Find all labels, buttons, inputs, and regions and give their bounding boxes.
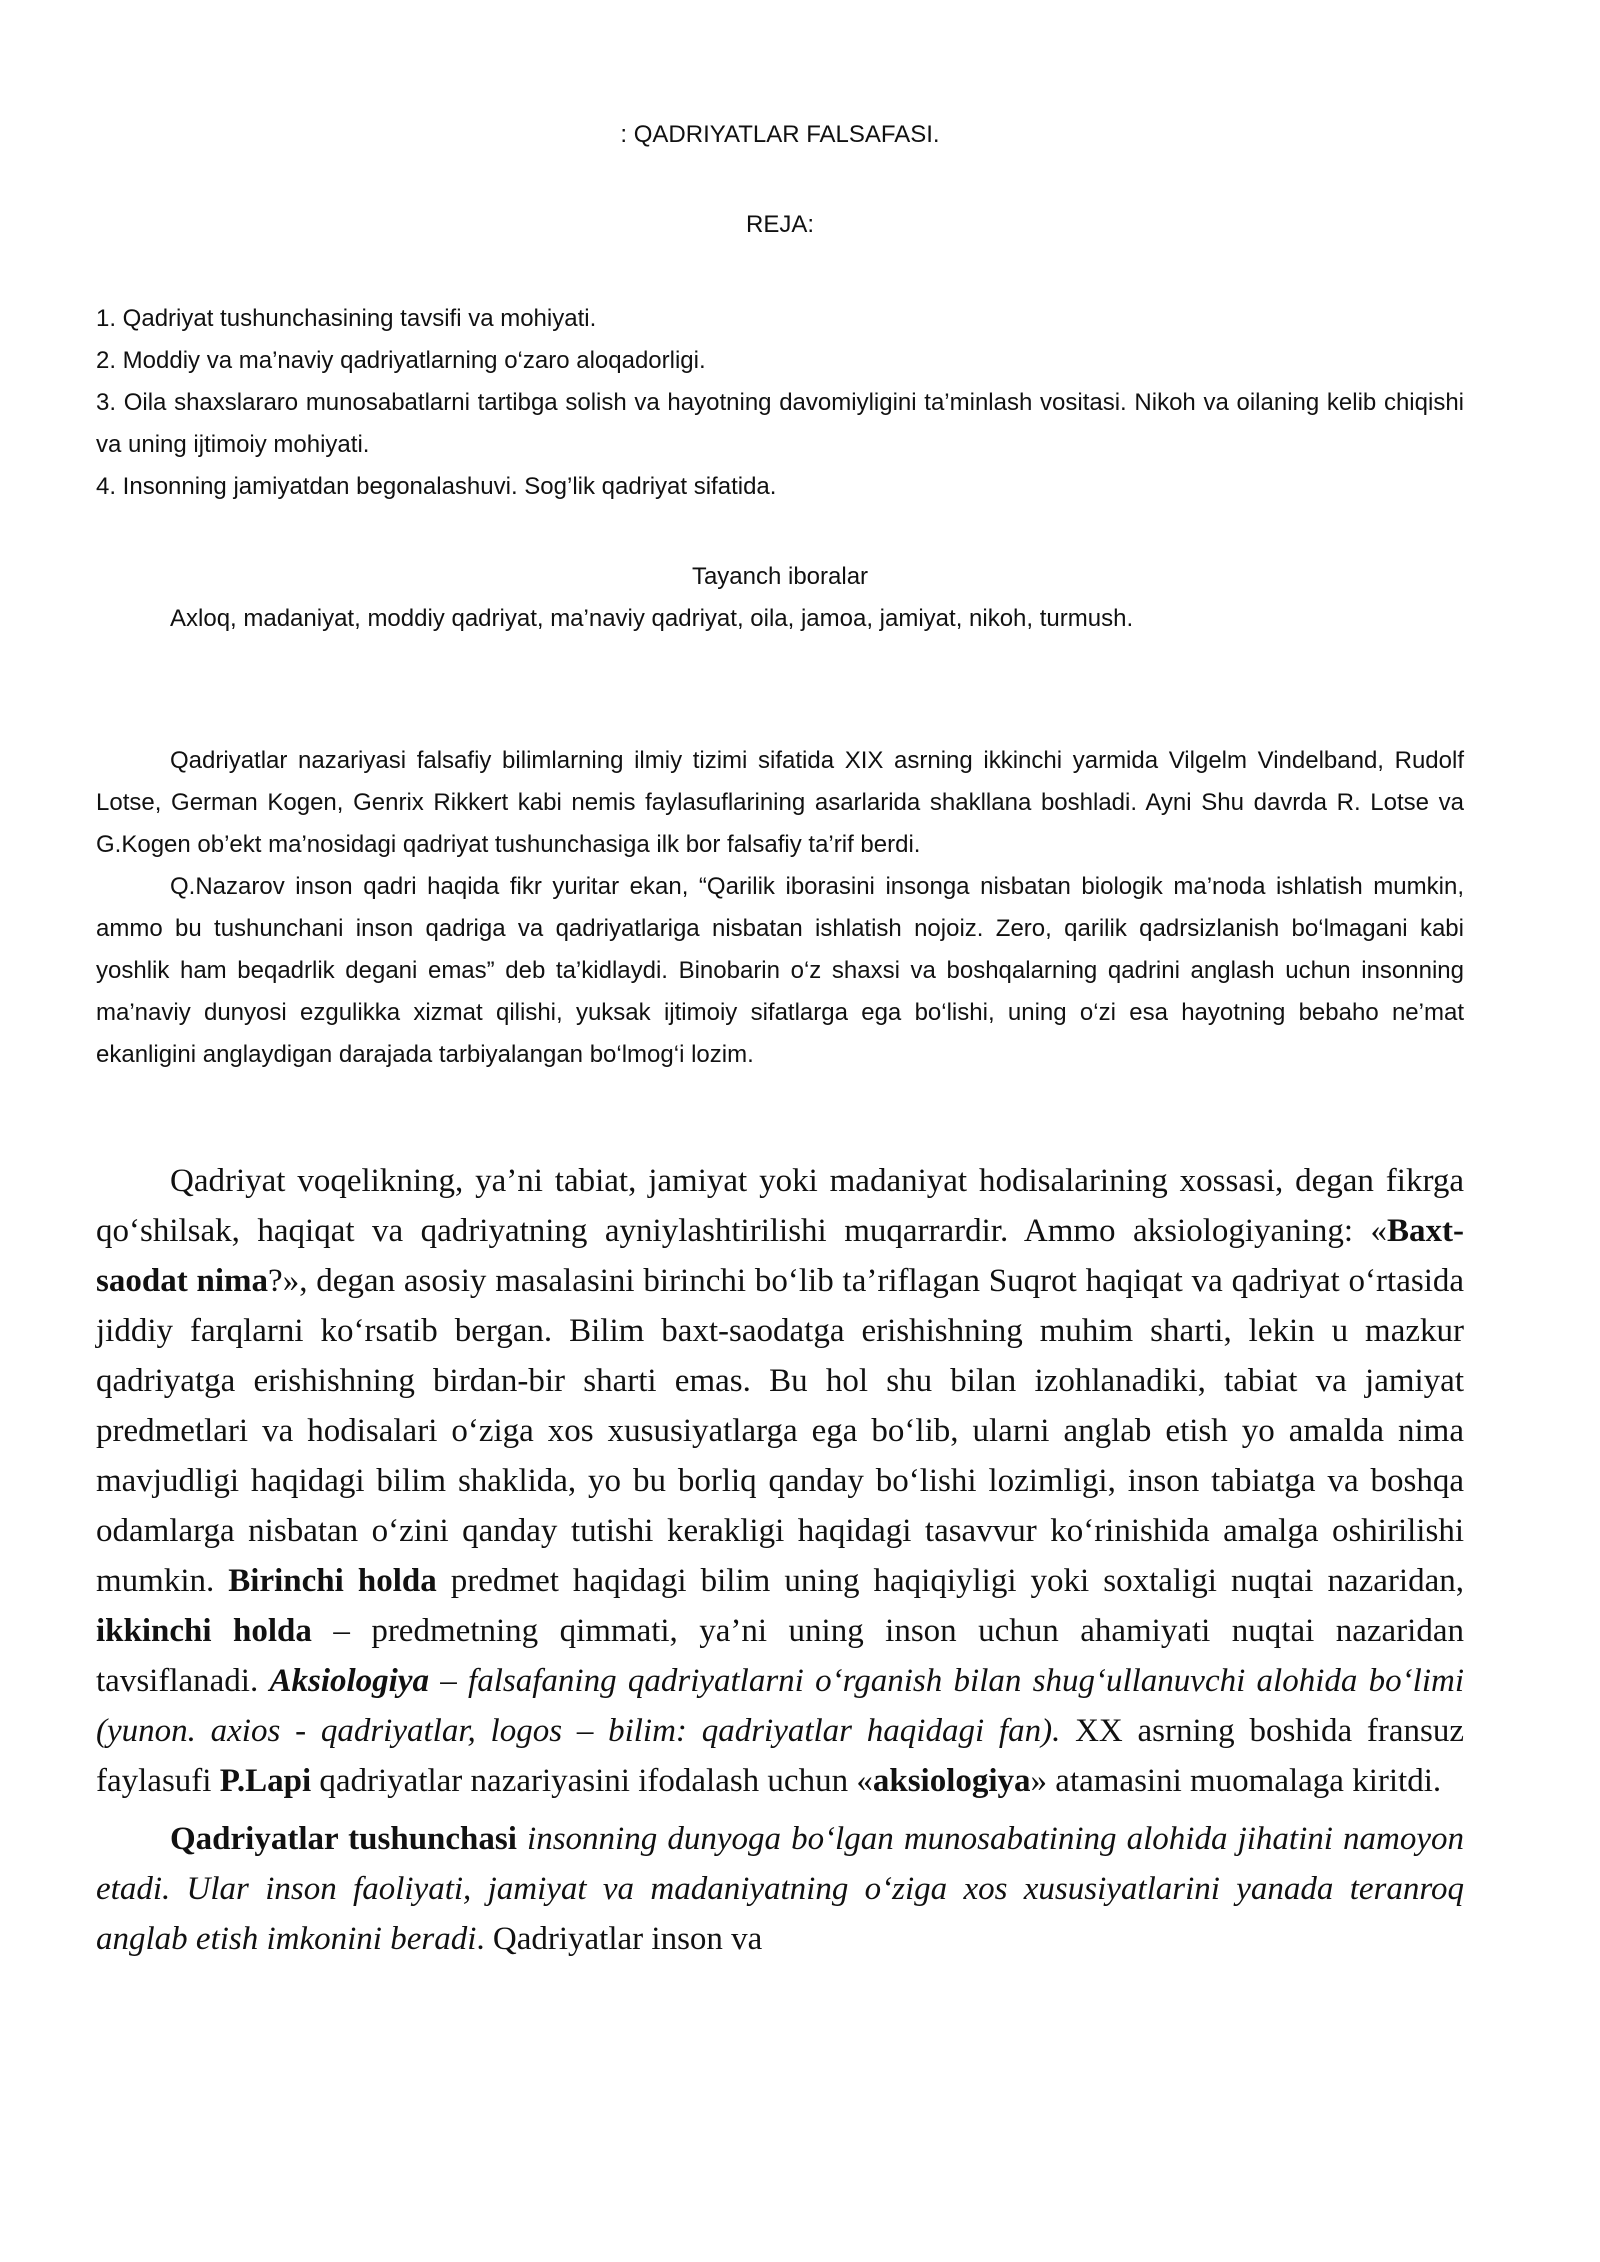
bold-term: Baxt-saodat nima <box>96 1213 1464 1299</box>
main-section <box>96 1156 1464 1964</box>
text-run: ?», degan asosiy masalasini birinchi bo‘lib ta’riflagan Suqrot haqiqat va qadriyat o‘rtasida jiddiy farqlarni ko‘rsatib bergan. Bilim baxt-saodatga erishishning muhim sharti, lekin u mazkur qadriyatga erishishning birdan-bir sharti emas. Bu hol shu bilan izohlanadiki, tabiat va jamiyat predmetlari va hodisalari o‘ziga xos xususiyatlarga ega bo‘lib, ularni anglab etish yo amalda nima mavjudligi haqidagi bilim shaklida, yo bu borliq qanday bo‘lishi lozimligi, inson tabiatga va boshqa odamlarga nisbatan o‘zini qanday tutishi kerakligi haqidagi tasavvur ko‘rinishida amalga oshirilishi mumkin. <box>96 1263 1465 1599</box>
intro-paragraph: Qadriyatlar nazariyasi falsafiy bilimlarning ilmiy tizimi sifatida XIX asrning ikkinchi yarmida Vilgelm Vindelband, Rudolf Lotse, German Kogen, Genrix Rikkert kabi nemis faylasuflarining asarlarida shakllana boshladi. Ayni Shu davrda R. Lotse va G.Kogen ob’ekt ma’nosidagi qadriyat tushunchasiga ilk bor falsafiy ta’rif berdi. <box>96 747 1464 858</box>
plan-list <box>96 298 1464 508</box>
text-run: » atamasini muomalaga kiritdi. <box>1030 1763 1442 1799</box>
text-run: – predmetning qimmati, ya’ni uning inson uchun ahamiyati nuqtai nazaridan tavsiflanadi. <box>96 1613 1464 1699</box>
plan-item: 3. Oila shaxslararo munosabatlarni tartibga solish va hayotning davomiyligini ta’minlash vositasi. Nikoh va oilaning kelib chiqishi va uning ijtimoiy mohiyati. <box>96 389 1464 458</box>
text-run: . Qadriyatlar inson va <box>476 1921 763 1957</box>
keywords-heading: Tayanch iboralar <box>691 563 869 590</box>
bold-term: ikkinchi holda <box>96 1613 312 1649</box>
keywords-text: Axloq, madaniyat, moddiy qadriyat, ma’naviy qadriyat, oila, jamoa, jamiyat, nikoh, turmush. <box>170 605 1134 632</box>
text-run: predmet haqidagi bilim uning haqiqiyligi yoki soxtaligi nuqtai nazaridan, <box>436 1563 1464 1599</box>
plan-heading: REJA: <box>745 211 814 238</box>
italic-definition: insonning dunyoga bo‘lgan munosabatining alohida jihatini namoyon etadi. Ular inson faoliyati, jamiyat va madaniyatning o‘ziga xos xususiyatlarini yanada teranroq anglab etish imkonini beradi <box>96 1821 1464 1957</box>
bold-term: P.Lapi <box>219 1763 312 1799</box>
bold-term: aksiologiya <box>872 1763 1031 1799</box>
italic-definition: – falsafaning qadriyatlarni o‘rganish bilan shug‘ullanuvchi alohida bo‘limi (yunon. axios - qadriyatlar, logos – bilim: qadriyatlar haqidagi fan). <box>96 1663 1464 1749</box>
plan-item: 2. Moddiy va ma’naviy qadriyatlarning o‘zaro aloqadorligi. <box>96 347 706 374</box>
intro-section <box>96 740 1464 1076</box>
bold-term: Birinchi holda <box>228 1563 437 1599</box>
bold-term: Qadriyatlar tushunchasi <box>170 1821 517 1857</box>
definition-term: Aksiologiya <box>269 1663 429 1699</box>
plan-item: 1. Qadriyat tushunchasining tavsifi va mohiyati. <box>96 305 597 332</box>
intro-paragraph: Q.Nazarov inson qadri haqida fikr yuritar ekan, “Qarilik iborasini insonga nisbatan biologik ma’noda ishlatish mumkin, ammo bu tushunchani inson qadriga va qadriyatlariga nisbatan ishlatish nojoiz. Zero, qarilik qadrsizlanish bo‘lmagani kabi yoshlik ham beqadrlik degani emas” deb ta’kidlaydi. Binobarin o‘z shaxsi va boshqalarning qadrini anglash uchun insonning ma’naviy dunyosi ezgulikka xizmat qilishi, yuksak ijtimoiy sifatlarga ega bo‘lishi, uning o‘zi esa hayotning bebaho ne’mat ekanligini anglaydigan darajada tarbiyalangan bo‘lmog‘i lozim. <box>96 873 1464 1068</box>
document-title: : QADRIYATLAR FALSAFASI. <box>620 121 940 148</box>
main-paragraph <box>96 1814 1464 1964</box>
main-paragraph <box>96 1156 1464 1806</box>
text-run: XX asrning boshida fransuz faylasufi <box>96 1713 1464 1799</box>
text-run: Qadriyat voqelikning, ya’ni tabiat, jamiyat yoki madaniyat hodisalarining xossasi, degan fikrga qo‘shilsak, haqiqat va qadriyatning ayniylashtirilishi muqarrardir. Ammo aksiologiyaning: « <box>96 1163 1464 1249</box>
plan-item: 4. Insonning jamiyatdan begonalashuvi. Sog’lik qadriyat sifatida. <box>96 473 777 500</box>
text-run: qadriyatlar nazariyasini ifodalash uchun « <box>311 1763 873 1799</box>
bold-italic-term <box>269 1663 429 1699</box>
